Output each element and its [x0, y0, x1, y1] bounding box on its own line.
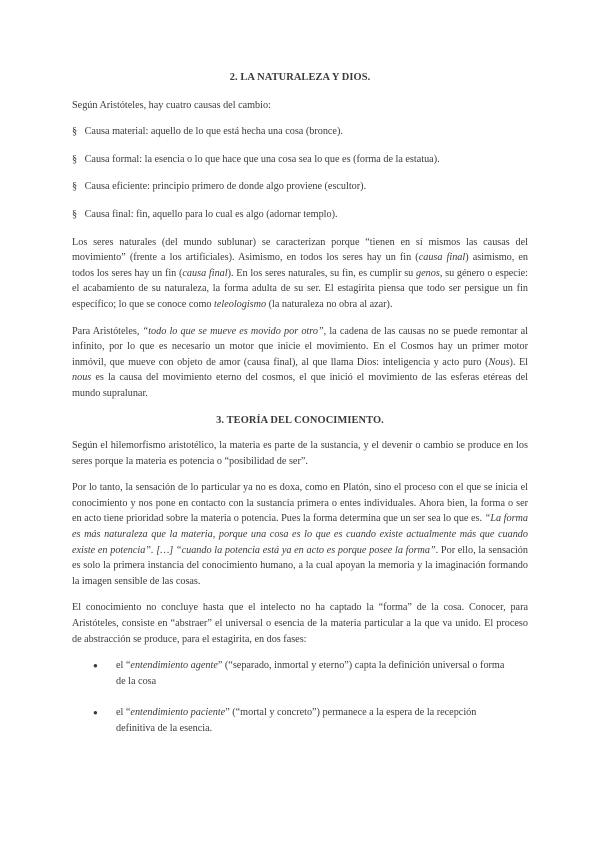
section-symbol-icon: § — [72, 181, 78, 193]
list-item: § Causa formal: la esencia o lo que hace que una cosa sea lo que es (forma de la estatua). — [72, 153, 440, 165]
section-symbol-icon: § — [72, 208, 78, 220]
paragraph-hilemorfismo: Según el hilemorfismo aristotélico, la materia es parte de la sustancia, y el devenir o cambio se produce en los seres porque la materia es potencia o “posibilidad de ser”. — [72, 440, 528, 467]
section-symbol-icon: § — [72, 153, 78, 165]
list-item: § Causa eficiente: principio primero de donde algo proviene (escultor). — [72, 181, 367, 193]
intro-paragraph: Según Aristóteles, hay cuatro causas del cambio: — [72, 99, 271, 111]
paragraph-sensacion: Por lo tanto, la sensación de lo particular ya no es doxa, como en Platón, sino el proceso con el que se inicia el conocimiento y nos pone en contacto con la sustancia primera o entes individuales. Ahora bien, la forma o ser en acto tiene prioridad sobre la materia o potencia. Pues la forma determina que un ser sea lo que es. “La forma es más naturaleza que la materia, porque una cosa es lo que es cuando existe actualmente más que cuando existe en potencia”. […] “cuando la potencia está ya en acto es porque posee la forma”. Por ello, la sensación es solo la primera instancia del conocimiento humano, a la cual apoyan la memoria y la imaginación formando la imagen sensible de las cosas. — [72, 482, 529, 587]
causes-list — [72, 124, 528, 222]
list-item: § Causa final: fin, aquello para lo cual es algo (adornar templo). — [72, 208, 338, 220]
section-symbol-icon: § — [72, 126, 78, 138]
list-item: ● el “entendimiento paciente” (“mortal y concreto”) permanece a la espera de la recepción definitiva de la esencia. — [93, 707, 477, 734]
section-heading-naturaleza: 2. LA NATURALEZA Y DIOS. — [229, 72, 371, 83]
bullet-icon: ● — [93, 661, 98, 671]
section-heading-conocimiento: 3. TEORÍA DEL CONOCIMIENTO. — [216, 414, 384, 426]
paragraph-seres-naturales: Los seres naturales (del mundo sublunar) se caracterizan porque “tienen en sí mismos las causas del movimiento” (frente a los artificiales). Asimismo, en todos los seres hay un fin (causa final) asimismo, en todos los seres hay un fin (causa final). En los seres naturales, su fin, es cumplir su genos, su género o especie: el acabamiento de su naturaleza, la forma adulta de su ser. El estagirita piensa que todo ser persigue un fin específico; lo que se conoce como teleologismo (la naturaleza no obra al azar). — [72, 236, 529, 310]
paragraph-abstraccion: El conocimiento no concluye hasta que el intelecto no ha captado la “forma” de la cosa. Conocer, para Aristóteles, consiste en “abstraer” el universal o esencia de la materia particular a la que va unido. El proceso de abstracción se produce, para el estagirita, en dos fases: — [72, 602, 528, 645]
list-item: ● el “entendimiento agente” (“separado, inmortal y eterno”) capta la definición universal o forma de la cosa — [93, 660, 505, 687]
phases-list — [72, 658, 528, 736]
list-item: § Causa material: aquello de lo que está hecha una cosa (bronce). — [72, 126, 343, 138]
paragraph-motor-inmovil: Para Aristóteles, “todo lo que se mueve es movido por otro”, la cadena de las causas no se puede remontar al infinito, por lo que es necesario un motor que inicie el movimiento. En el Cosmos hay un primer motor inmóvil, que mueve con objeto de amor (causa final), al que llama Dios: inteligencia y acto puro (Nous). El nous es la causa del movimiento eterno del cosmos, el que inició el movimiento de las esferas etéreas del mundo supralunar. — [72, 325, 528, 399]
bullet-icon: ● — [93, 708, 98, 718]
